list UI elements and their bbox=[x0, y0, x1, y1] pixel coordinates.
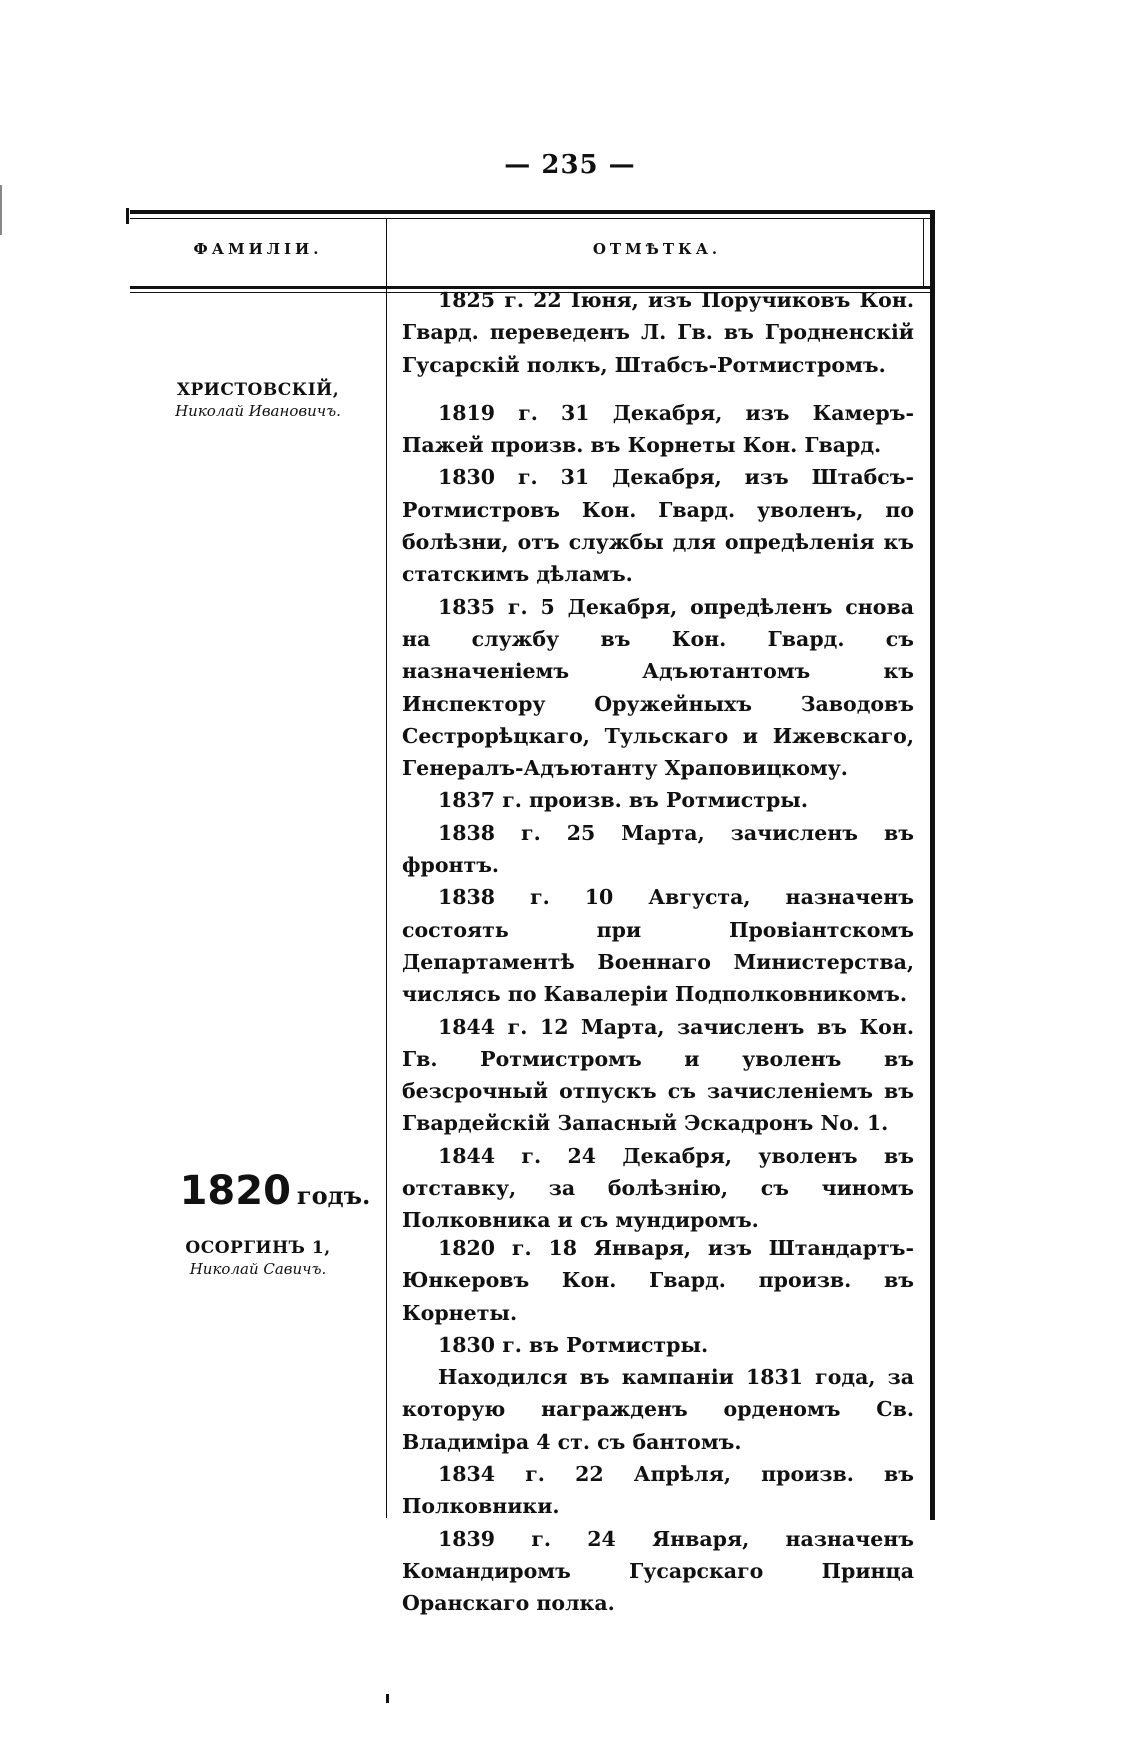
person-entries bbox=[402, 284, 914, 1237]
service-entry: 1835 г. 5 Декабря, опредѣленъ снова на службу въ Кон. Гвард. съ назначеніемъ Адъютантомъ къ Инспектору Оружейныхъ Заводовъ Сестрорѣцкаго, Тульскаго и Ижевскаго, Генералъ-Адъютанту Храповицкому. bbox=[402, 594, 914, 781]
person-name-block bbox=[130, 1238, 386, 1278]
year-number: 1820 bbox=[179, 1168, 291, 1214]
header-names: ФАМИЛІИ. bbox=[193, 240, 323, 258]
scan-margin-mark bbox=[0, 185, 2, 235]
service-entry: 1830 г. въ Ротмистры. bbox=[438, 1332, 709, 1357]
service-entry: 1838 г. 10 Августа, назначенъ состоять при Провіантскомъ Департаментѣ Военнаго Министерства, числясь по Кавалеріи Подполковникомъ. bbox=[402, 885, 914, 1007]
stray-ink-mark bbox=[386, 1694, 389, 1703]
page-number: — 235 — bbox=[504, 150, 636, 180]
register-table bbox=[130, 210, 935, 1616]
service-entry: Находился въ кампаніи 1831 года, за которую награжденъ орденомъ Св. Владиміра 4 ст. съ бантомъ. bbox=[402, 1365, 914, 1454]
header-notes: ОТМѢТКА. bbox=[592, 240, 722, 258]
top-thin-rule bbox=[130, 218, 935, 219]
service-entry: 1844 г. 12 Марта, зачисленъ въ Кон. Гв. Ротмистромъ и уволенъ въ безсрочный отпускъ съ зачисленіемъ въ Гвардейскій Запасный Эскадронъ No. 1. bbox=[402, 1014, 914, 1136]
top-double-rule bbox=[130, 210, 935, 214]
year-heading bbox=[170, 1168, 380, 1214]
service-entry: 1834 г. 22 Апрѣля, произв. въ Полковники. bbox=[402, 1462, 914, 1519]
person-surname: ХРИСТОВСКІЙ, bbox=[176, 380, 340, 400]
person-given-name: Николай Ивановичъ. bbox=[175, 402, 341, 420]
right-thick-border bbox=[930, 210, 935, 1520]
service-entry: 1839 г. 24 Января, назначенъ Командиромъ Гусарскаго Принца Оранскаго полка. bbox=[402, 1526, 914, 1616]
service-entry: 1820 г. 18 Января, изъ Штандартъ-Юнкеровъ Кон. Гвард. произв. въ Корнеты. bbox=[402, 1236, 914, 1325]
corner-tick bbox=[126, 208, 129, 224]
service-entry: 1837 г. произв. въ Ротмистры. bbox=[438, 788, 808, 813]
service-entry: 1844 г. 24 Декабря, уволенъ въ отставку, за болѣзнію, съ чиномъ Полковника и съ мундиромъ. bbox=[402, 1143, 914, 1233]
service-entry: 1825 г. 22 Іюня, изъ Поручиковъ Кон. Гвард. переведенъ Л. Гв. въ Гродненскій Гусарскій полкъ, Штабсъ-Ротмистромъ. bbox=[402, 288, 914, 377]
year-word: годъ. bbox=[296, 1181, 371, 1210]
service-entry: 1830 г. 31 Декабря, изъ Штабсъ-Ротмистровъ Кон. Гвард. уволенъ, по болѣзни, отъ службы для опредѣленія къ статскимъ дѣламъ. bbox=[402, 465, 914, 587]
person-name-block bbox=[130, 380, 386, 420]
service-entry: 1838 г. 25 Марта, зачисленъ въ фронтъ. bbox=[402, 820, 914, 878]
person-entries bbox=[402, 1232, 914, 1620]
person-given-name: Николай Савичъ. bbox=[189, 1260, 327, 1278]
service-entry: 1819 г. 31 Декабря, изъ Камеръ-Пажей произв. въ Корнеты Кон. Гвард. bbox=[402, 400, 914, 458]
column-divider bbox=[386, 218, 387, 1518]
person-surname: ОСОРГИНЪ 1, bbox=[185, 1238, 331, 1258]
